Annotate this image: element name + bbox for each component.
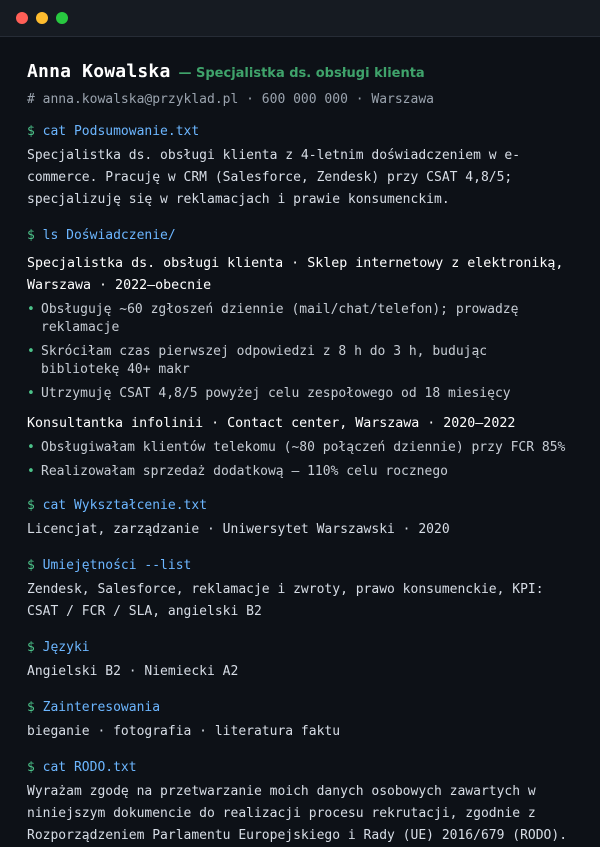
job-heading: Konsultantka infolinii · Contact center, Warszawa · 2020–2022	[27, 416, 516, 431]
command-text: ls Doświadczenie/	[42, 228, 176, 243]
window-titlebar	[0, 0, 600, 37]
minimize-window-button[interactable]	[36, 12, 48, 24]
education-command	[27, 498, 573, 513]
command-text: cat Wykształcenie.txt	[42, 498, 208, 513]
resume-header	[27, 61, 573, 82]
interests-text: bieganie · fotografia · literatura faktu	[27, 724, 341, 739]
prompt-symbol: $	[27, 498, 35, 513]
prompt-symbol: $	[27, 124, 35, 139]
job-heading: Specjalistka ds. obsługi klienta · Sklep internetowy z elektroniką, Warszawa · 2022–obecnie	[27, 256, 564, 293]
job-bullets	[27, 439, 573, 481]
command-text: Umiejętności --list	[42, 558, 192, 573]
contact-line: # anna.kowalska@przyklad.pl · 600 000 000 · Warszawa	[27, 92, 434, 107]
job-bullets	[27, 301, 573, 403]
languages-command	[27, 640, 573, 655]
gdpr-consent-text: Wyrażam zgodę na przetwarzanie moich danych osobowych zawartych w niniejszym dokumencie do realizacji procesu rekrutacji, zgodnie z Rozporządzeniem Parlamentu Europejskiego i Rady (UE) 2016/679 (RODO).	[27, 784, 568, 843]
education-text: Licencjat, zarządzanie · Uniwersytet Warszawski · 2020	[27, 522, 450, 537]
command-text: Zainteresowania	[42, 700, 161, 715]
prompt-symbol: $	[27, 558, 35, 573]
person-name: Anna Kowalska	[27, 61, 171, 82]
bullet-item: • Obsługuję ~60 zgłoszeń dziennie (mail/chat/telefon); prowadzę reklamacje	[27, 301, 573, 337]
languages-text: Angielski B2 · Niemiecki A2	[27, 664, 239, 679]
prompt-symbol: $	[27, 640, 35, 655]
bullet-item: • Utrzymuję CSAT 4,8/5 powyżej celu zespołowego od 18 miesięcy	[27, 385, 573, 403]
command-text: cat Podsumowanie.txt	[42, 124, 200, 139]
terminal-content	[0, 37, 600, 847]
maximize-window-button[interactable]	[56, 12, 68, 24]
skills-command	[27, 558, 573, 573]
close-window-button[interactable]	[16, 12, 28, 24]
prompt-symbol: $	[27, 760, 35, 775]
bullet-item: • Skróciłam czas pierwszej odpowiedzi z 8 h do 3 h, budując bibliotekę 40+ makr	[27, 343, 573, 379]
command-text: cat RODO.txt	[42, 760, 137, 775]
command-text: Języki	[42, 640, 90, 655]
bullet-item: • Obsługiwałam klientów telekomu (~80 połączeń dziennie) przy FCR 85%	[27, 439, 573, 457]
experience-command	[27, 228, 573, 243]
gdpr-command	[27, 760, 573, 775]
bullet-item: • Realizowałam sprzedaż dodatkową — 110% celu rocznego	[27, 463, 573, 481]
summary-command	[27, 124, 573, 139]
summary-text: Specjalistka ds. obsługi klienta z 4-letnim doświadczeniem w e-commerce. Pracuję w CRM (Salesforce, Zendesk) przy CSAT 4,8/5; specjalizuję się w reklamacjach i prawie konsumenckim.	[27, 148, 521, 207]
job-title: — Specjalistka ds. obsługi klienta	[178, 66, 425, 81]
prompt-symbol: $	[27, 700, 35, 715]
interests-command	[27, 700, 573, 715]
prompt-symbol: $	[27, 228, 35, 243]
skills-text: Zendesk, Salesforce, reklamacje i zwroty, prawo konsumenckie, KPI: CSAT / FCR / SLA, angielski B2	[27, 582, 544, 619]
